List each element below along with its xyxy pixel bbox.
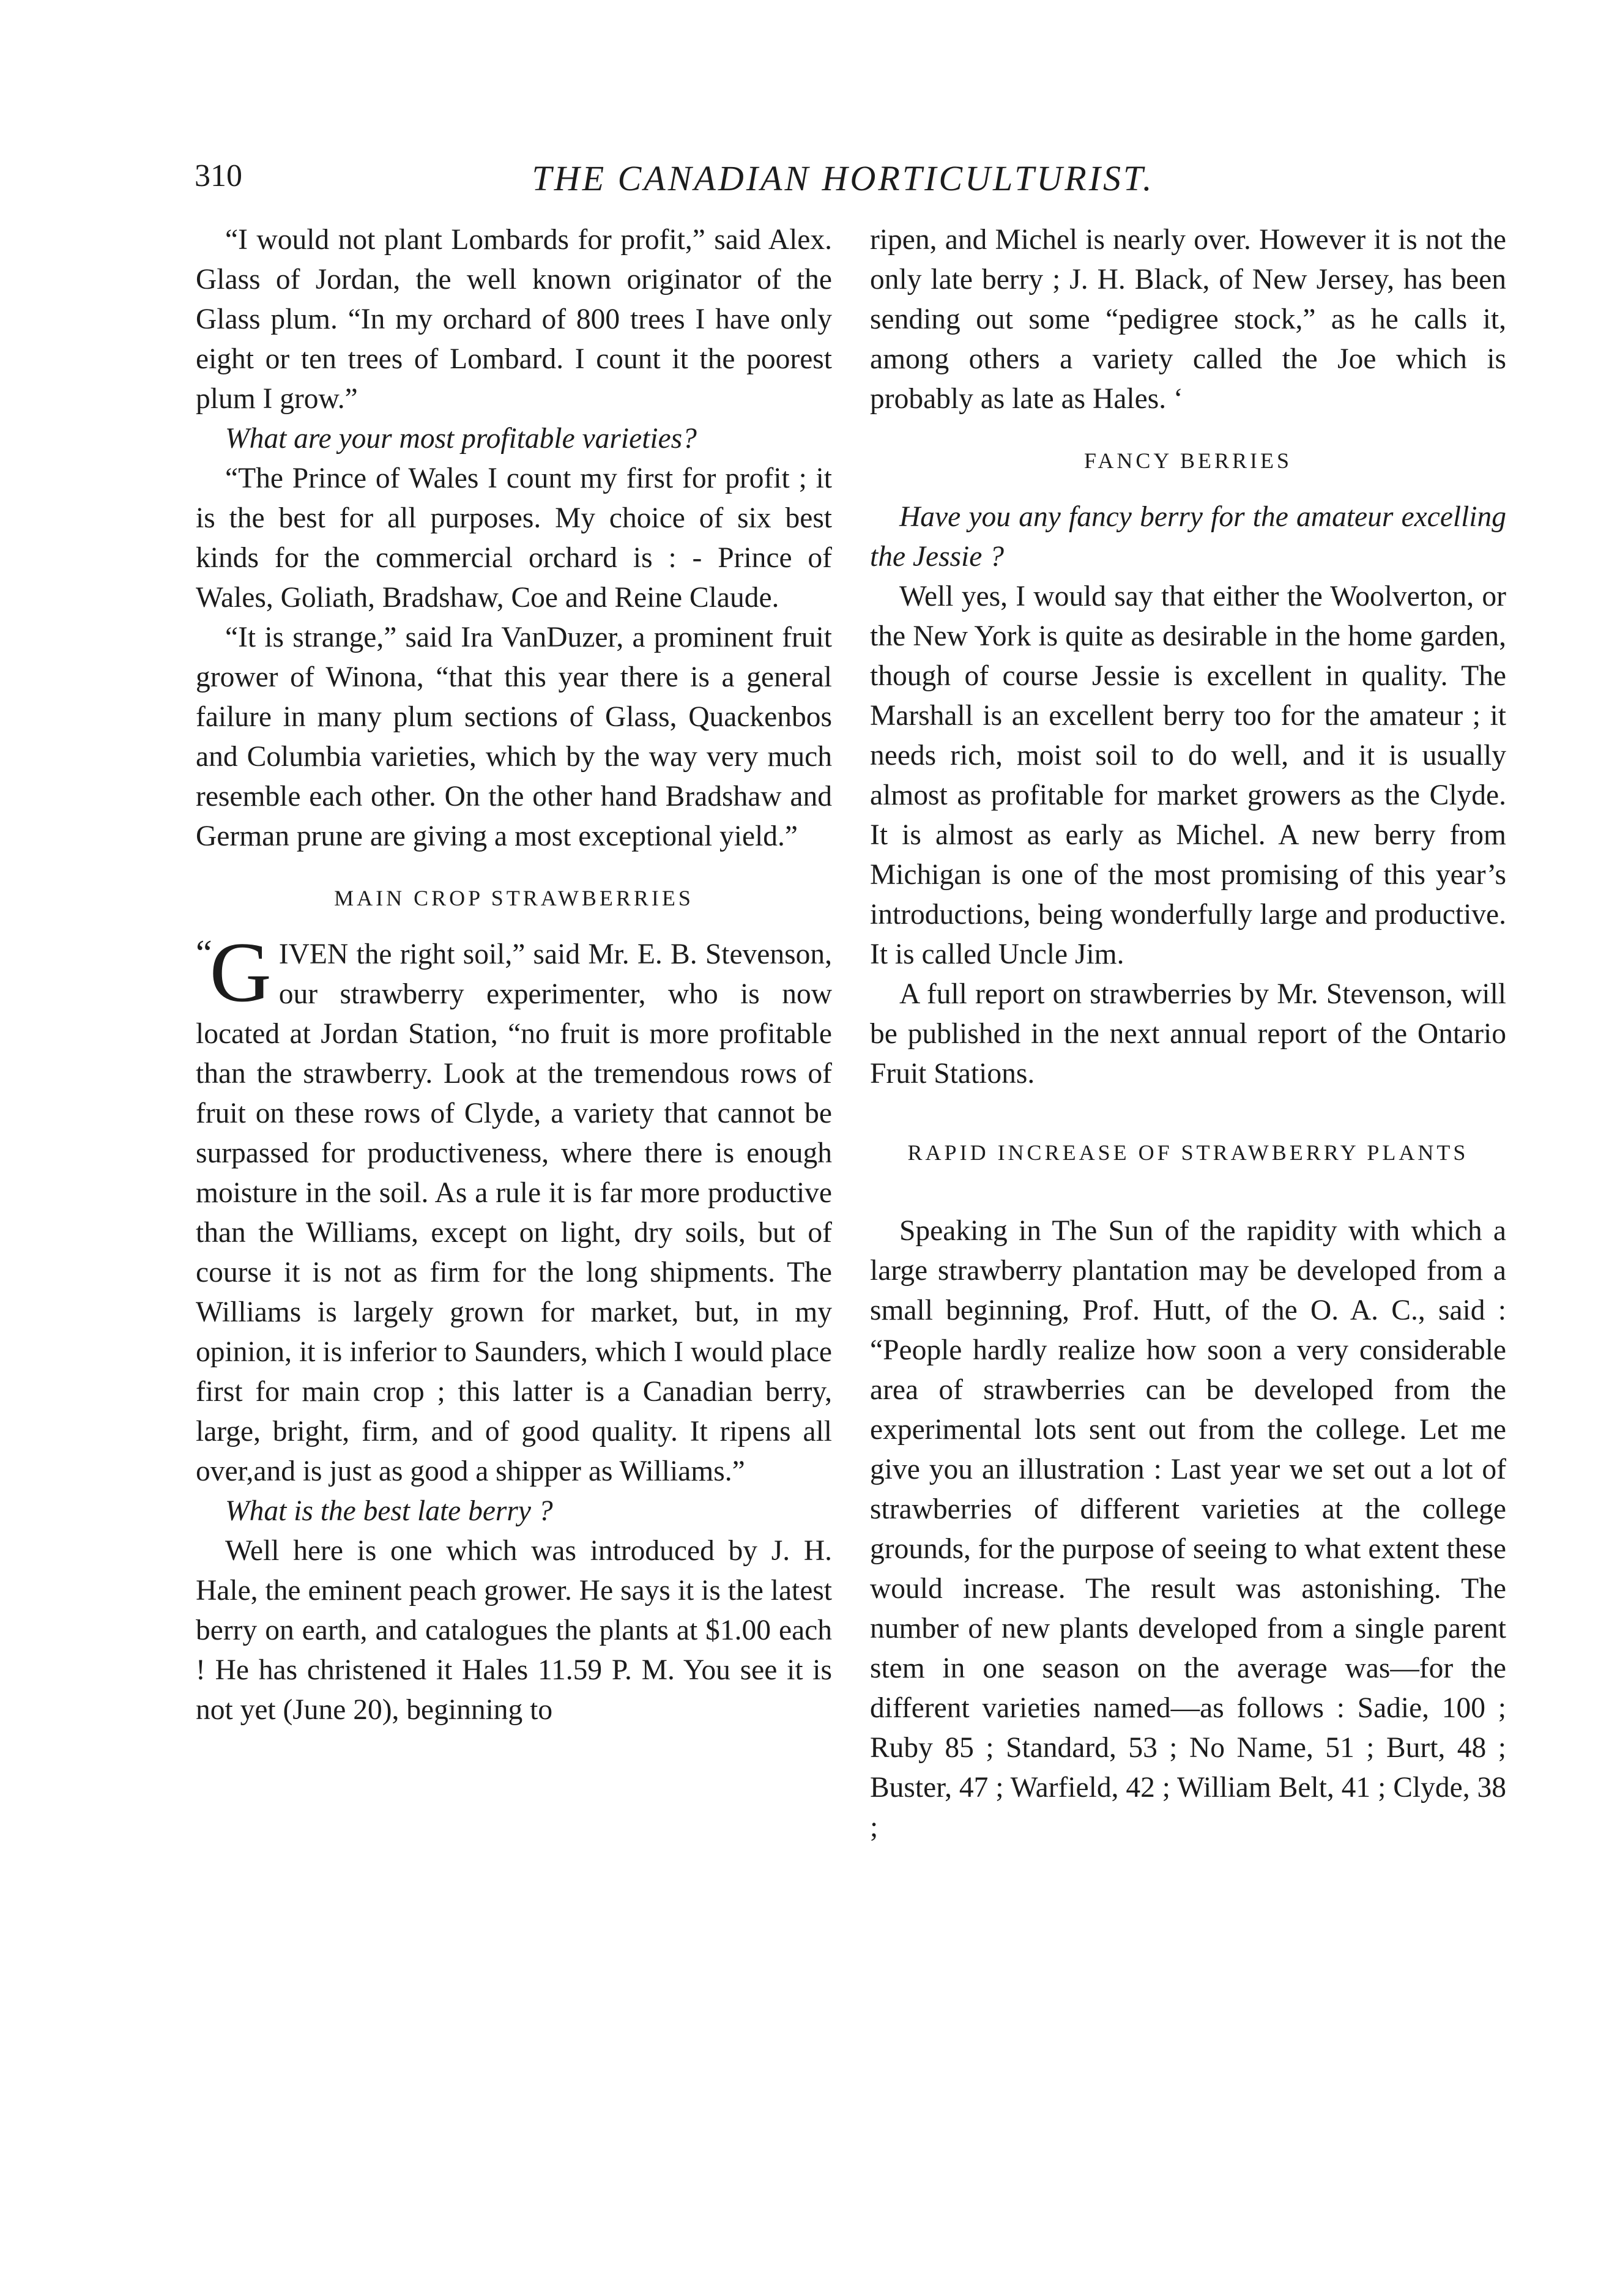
paragraph-stevenson-text: IVEN the right soil,” said Mr. E. B. Stevenson, our strawberry experimenter, who is now located at Jordan Station, “no fruit is more profitable than the strawberry. Look at the tremendous rows of fruit on these rows of Clyde, a variety that cannot be surpassed for productiveness, where there is enough moisture in the soil. As a rule it is far more productive than the Williams, except on light, dry soils, but of course it is not as firm for the long shipments. The Williams is largely grown for market, but, in my opinion, it is inferior to Saunders, which I would place first for main crop ; this latter is a Canadian berry, large, bright, firm, and of good quality. It ripens all over,and is just as good a shipper as Williams.” — [196, 938, 832, 1487]
paragraph-woolverton: Well yes, I would say that either the Woolverton, or the New York is quite as desirable in the home garden, though of course Jessie is excellent in quality. The Marshall is an excellent berry too for the amateur ; it needs rich, moist soil to do well, and it is usually almost as profitable for market growers as the Clyde. It is almost as early as Michel. A new berry from Michigan is one of the most promising of this year’s introductions, being wonderfully large and productive. It is called Uncle Jim. — [870, 581, 1506, 970]
paragraph-hale: Well here is one which was introduced by J. H. Hale, the eminent peach grower. He says it is the latest berry on earth, and catalogues the plants at $1.00 each ! He has christened it Hales 11.59 P. M. You see it is not yet (June 20), beginning to — [196, 1535, 832, 1726]
question-fancy-berry: Have you any fancy berry for the amateur excelling the Jessie ? — [870, 501, 1506, 573]
left-column — [196, 220, 832, 1730]
dropcap-letter: G — [209, 925, 272, 1020]
paragraph-stevenson — [196, 925, 832, 1492]
question-profitable-varieties: What are your most profitable varieties? — [225, 423, 697, 455]
running-title: THE CANADIAN HORTICULTURIST. — [532, 158, 1154, 198]
paragraph-hutt: Speaking in The Sun of the rapidity with which a large strawberry plantation may be developed from a small beginning, Prof. Hutt, of the O. A. C., said : “People hardly realize how soon a very considerable area of strawberries can be developed from the experimental lots sent out from the college. Let me give you an illustration : Last year we set out a lot of strawberries of different varieties at the college grounds, for the purpose of seeing to what extent these would increase. The result was astonishing. The number of new plants developed from a single parent stem in one season on the average was—for the different varieties named—as follows : Sadie, 100 ; Ruby 85 ; Standard, 53 ; No Name, 51 ; Burt, 48 ; Buster, 47 ; Warfield, 42 ; William Belt, 41 ; Clyde, 38 ; — [870, 1215, 1506, 1843]
section-heading-main-crop-strawberries: MAIN CROP STRAWBERRIES — [334, 886, 694, 910]
paragraph-prince-of-wales: “The Prince of Wales I count my first for profit ; it is the best for all purposes. My choice of six best kinds for the commercial orchard is : - Prince of Wales, Goliath, Bradshaw, Coe and Reine Claude. — [196, 463, 832, 614]
paragraph-hale-continued: ripen, and Michel is nearly over. However it is not the only late berry ; J. H. Black, of New Jersey, has been sending out some “pedigree stock,” as he calls it, among others a variety called the Joe which is probably as late as Hales. ‘ — [870, 224, 1506, 415]
paragraph-vanduzer: “It is strange,” said Ira VanDuzer, a prominent fruit grower of Winona, “that this year there is a general failure in many plum sections of Glass, Quackenbos and Columbia varieties, which by the way very much resemble each other. On the other hand Bradshaw and German prune are giving a most exceptional yield.” — [196, 622, 832, 852]
dropcap-quote: “ — [196, 933, 212, 973]
question-best-late-berry: What is the best late berry ? — [225, 1495, 553, 1527]
section-heading-rapid-increase: RAPID INCREASE OF STRAWBERRY PLANTS — [907, 1140, 1469, 1165]
right-column — [870, 220, 1506, 1848]
paragraph-lombards: “I would not plant Lombards for profit,” said Alex. Glass of Jordan, the well known originator of the Glass plum. “In my orchard of 800 trees I have only eight or ten trees of Lombard. I count it the poorest plum I grow.” — [196, 224, 832, 415]
paragraph-full-report: A full report on strawberries by Mr. Stevenson, will be published in the next annual report of the Ontario Fruit Stations. — [870, 978, 1506, 1090]
page-header — [195, 158, 1492, 201]
section-heading-fancy-berries: FANCY BERRIES — [1083, 448, 1293, 473]
page-number: 310 — [195, 158, 242, 193]
